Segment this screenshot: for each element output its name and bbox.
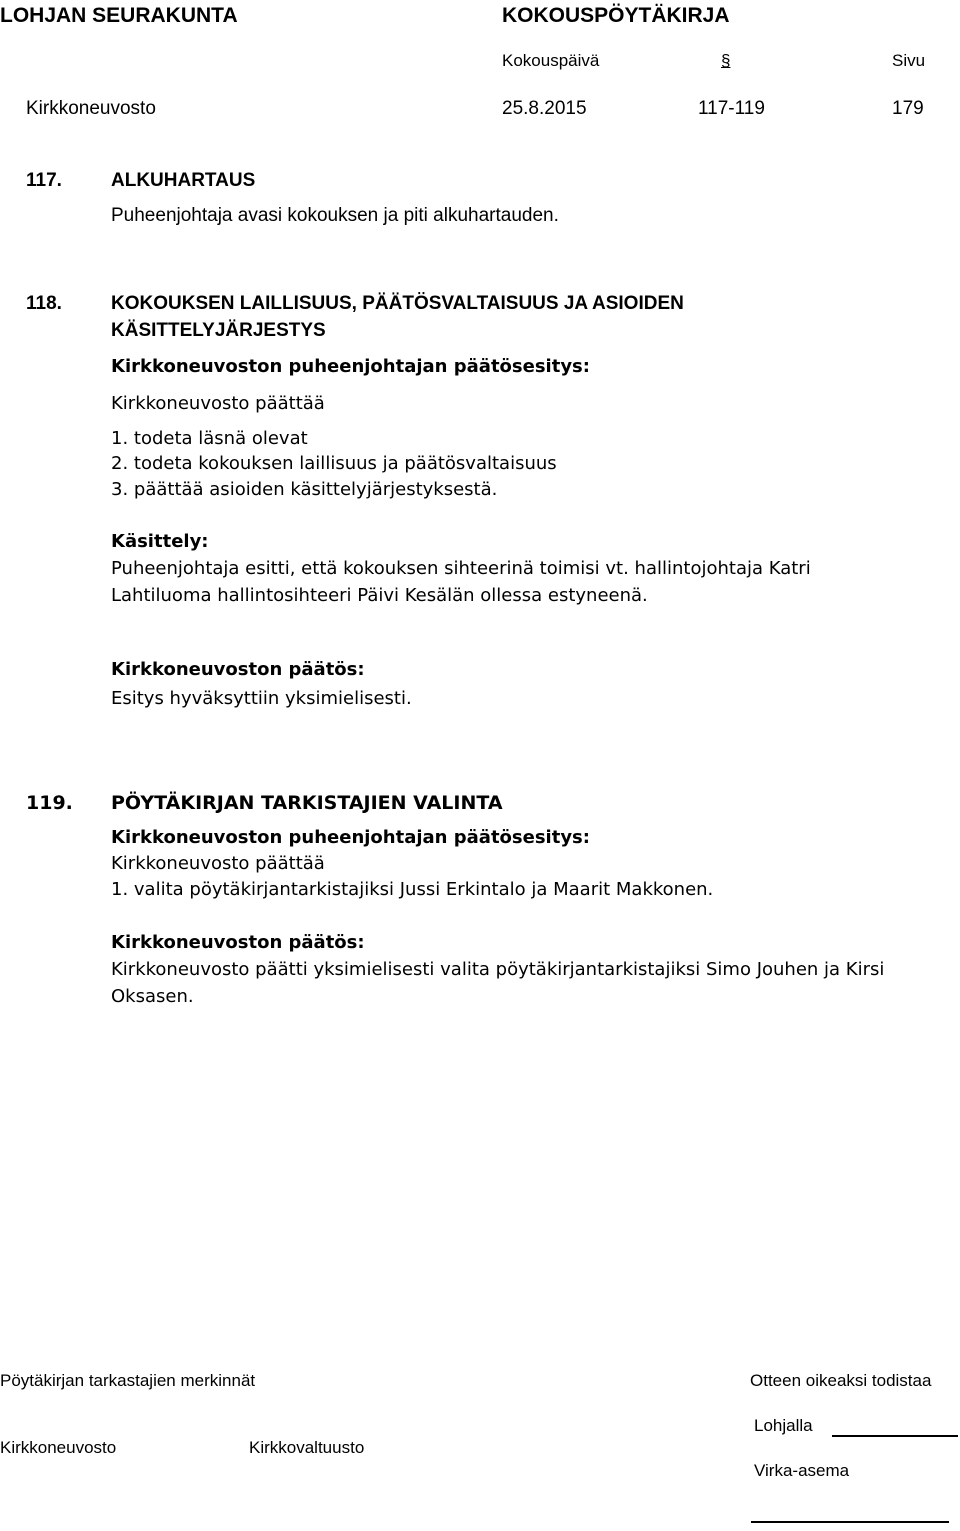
section-118-title-line-1: KOKOUKSEN LAILLISUUS, PÄÄTÖSVALTAISUUS JA ASIOIDEN xyxy=(111,293,684,314)
section-119-decision-line-2: Oksasen. xyxy=(111,986,194,1007)
place-label: Lohjalla xyxy=(754,1416,813,1435)
certify-label: Otteen oikeaksi todistaa xyxy=(750,1371,932,1390)
section-117-text: Puheenjohtaja avasi kokouksen ja piti alkuhartauden. xyxy=(111,205,559,226)
meeting-date: 25.8.2015 xyxy=(502,98,587,119)
section-118-handling-line-1: Puheenjohtaja esitti, että kokouksen sihteerinä toimisi vt. hallintojohtaja Katri xyxy=(111,558,811,579)
page-label: Sivu xyxy=(892,51,926,70)
signature-line xyxy=(751,1521,949,1523)
section-118-proposal-intro: Kirkkoneuvosto päättää xyxy=(111,393,325,414)
section-118-handling-heading: Käsittely: xyxy=(111,531,209,552)
section-118-proposal-heading: Kirkkoneuvoston puheenjohtajan päätösesitys: xyxy=(111,356,590,377)
section-119-decision-heading: Kirkkoneuvoston päätös: xyxy=(111,932,365,953)
section-symbol-label: § xyxy=(721,51,731,70)
section-119-item: 1. valita pöytäkirjantarkistajiksi Jussi Erkintalo ja Maarit Makkonen. xyxy=(111,879,714,900)
section-119-proposal-intro: Kirkkoneuvosto päättää xyxy=(111,853,325,874)
reviewers-notes-label: Pöytäkirjan tarkastajien merkinnät xyxy=(0,1371,256,1390)
section-118-item: 3. päättää asioiden käsittelyjärjestyksestä. xyxy=(111,479,498,500)
body-name: Kirkkoneuvosto xyxy=(26,98,156,119)
section-118-handling-line-2: Lahtiluoma hallintosihteeri Päivi Kesälän ollessa estyneenä. xyxy=(111,585,648,606)
section-118-decision-heading: Kirkkoneuvoston päätös: xyxy=(111,659,365,680)
section-range: 117-119 xyxy=(698,98,765,119)
place-signature-line xyxy=(832,1435,958,1437)
document-type: KOKOUSPÖYTÄKIRJA xyxy=(502,4,730,27)
section-119-proposal-heading: Kirkkoneuvoston puheenjohtajan päätösesitys: xyxy=(111,827,590,848)
section-118-number: 118. xyxy=(26,293,62,314)
organization-name: LOHJAN SEURAKUNTA xyxy=(0,4,238,27)
section-117-title: ALKUHARTAUS xyxy=(111,170,256,191)
section-118-item: 1. todeta läsnä olevat xyxy=(111,428,308,449)
section-118-item: 2. todeta kokouksen laillisuus ja päätösvaltaisuus xyxy=(111,453,557,474)
council-label: Kirkkoneuvosto xyxy=(0,1438,117,1457)
section-117-number: 117. xyxy=(26,170,62,191)
section-118-decision: Esitys hyväksyttiin yksimielisesti. xyxy=(111,688,412,709)
section-119-decision-line-1: Kirkkoneuvosto päätti yksimielisesti valita pöytäkirjantarkistajiksi Simo Jouhen ja Kirsi xyxy=(111,959,885,980)
assembly-label: Kirkkovaltuusto xyxy=(249,1438,365,1457)
section-119-number: 119. xyxy=(26,792,73,814)
page-number: 179 xyxy=(892,98,924,119)
section-118-title-line-2: KÄSITTELYJÄRJESTYS xyxy=(111,320,326,341)
meeting-date-label: Kokouspäivä xyxy=(502,51,600,70)
section-119-title: PÖYTÄKIRJAN TARKISTAJIEN VALINTA xyxy=(111,792,503,814)
position-label: Virka-asema xyxy=(754,1461,850,1480)
